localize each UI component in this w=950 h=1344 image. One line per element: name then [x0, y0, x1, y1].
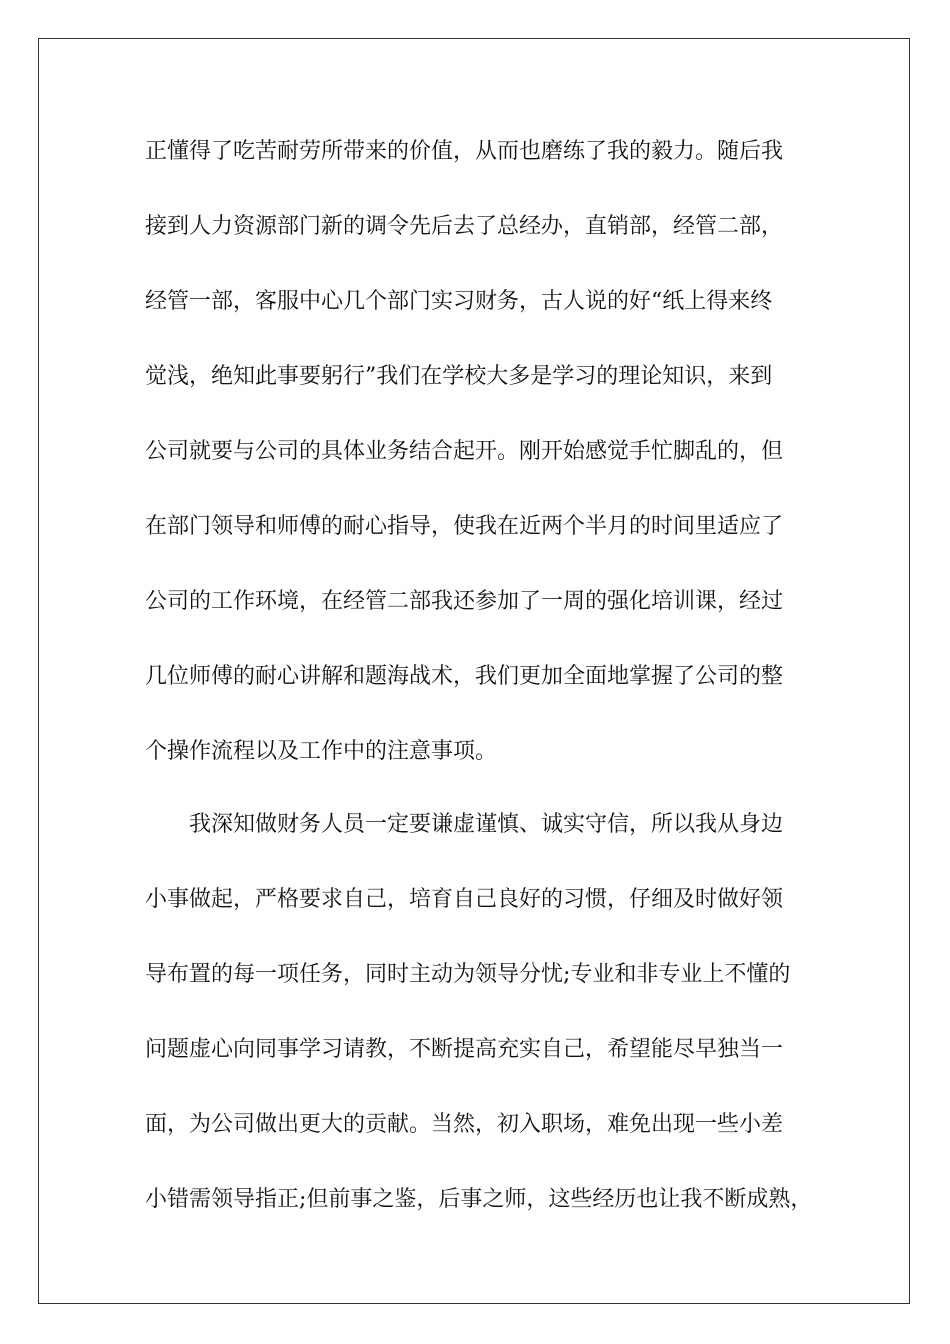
text-line-6: 在部门领导和师傅的耐心指导，使我在近两个半月的时间里适应了 [145, 514, 784, 539]
text-line-8: 几位师傅的耐心讲解和题海战术，我们更加全面地掌握了公司的整 [145, 664, 784, 689]
text-line-4: 觉浅，绝知此事要躬行”我们在学校大多是学习的理论知识，来到 [145, 364, 773, 389]
text-line-11: 小事做起，严格要求自己，培育自己良好的习惯，仔细及时做好领 [145, 887, 784, 912]
text-line-9: 个操作流程以及工作中的注意事项。 [145, 739, 498, 764]
text-line-2: 接到人力资源部门新的调令先后去了总经办，直销部，经管二部， [145, 214, 784, 239]
text-line-3: 经管一部，客服中心几个部门实习财务，古人说的好“纸上得来终 [145, 289, 773, 314]
text-line-14: 面，为公司做出更大的贡献。当然，初入职场，难免出现一些小差 [145, 1112, 784, 1137]
text-line-15: 小错需领导指正;但前事之鉴，后事之师，这些经历也让我不断成熟， [145, 1187, 813, 1212]
text-line-13: 问题虚心向同事学习请教，不断提高充实自己，希望能尽早独当一 [145, 1037, 784, 1062]
text-line-1: 正懂得了吃苦耐劳所带来的价值，从而也磨练了我的毅力。随后我 [145, 139, 784, 164]
text-line-7: 公司的工作环境，在经管二部我还参加了一周的强化培训课，经过 [145, 589, 784, 614]
text-line-12: 导布置的每一项任务，同时主动为领导分忧;专业和非专业上不懂的 [145, 962, 791, 987]
paragraph-first-line: 我深知做财务人员一定要谦虚谨慎、诚实守信，所以我从身边 [189, 812, 784, 837]
text-line-5: 公司就要与公司的具体业务结合起开。刚开始感觉手忙脚乱的，但 [145, 439, 784, 464]
